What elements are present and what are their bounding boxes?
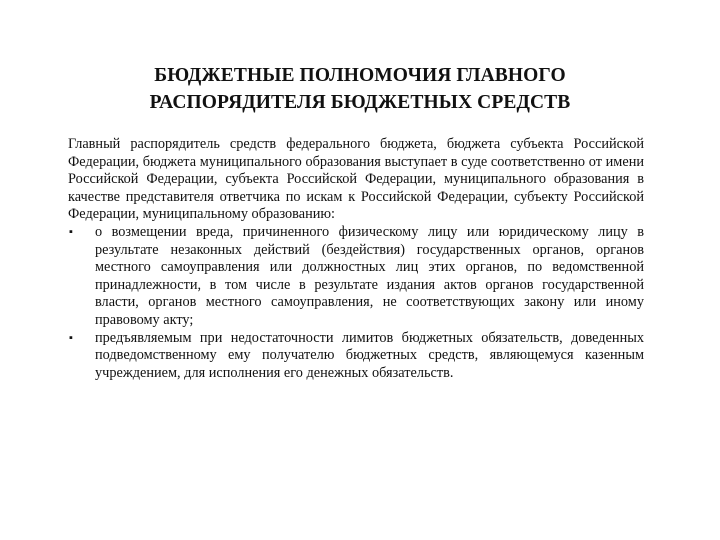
bullet-text-limits: предъявляемым при недостаточности лимитов бюджетных обязательств, доведенных подведомственному ему получателю бюджетных средств, являющемуся казенным учреждением, для исполнения его денежных обязательств. xyxy=(95,329,644,381)
slide-title-line-1: БЮДЖЕТНЫЕ ПОЛНОМОЧИЯ ГЛАВНОГО xyxy=(154,65,566,86)
bullet-list xyxy=(68,224,644,382)
slide-body xyxy=(68,136,644,382)
bullet-item-limits xyxy=(68,330,644,383)
square-bullet-icon: ▪ xyxy=(69,225,73,238)
slide-title-line-2: РАСПОРЯДИТЕЛЯ БЮДЖЕТНЫХ СРЕДСТВ xyxy=(149,92,571,113)
square-bullet-icon: ▪ xyxy=(69,331,73,344)
intro-paragraph: Главный распорядитель средств федерального бюджета, бюджета субъекта Российской Федерации, бюджета муниципального образования выступает в суде соответственно от имени Российской Федерации, субъекта Российской Федерации, муниципального образования в качестве представителя ответчика по искам к Российской Федерации, субъекту Российской Федерации, муниципальному образованию: xyxy=(68,136,644,223)
bullet-text-damages: о возмещении вреда, причиненного физическому лицу или юридическому лицу в результате незаконных действий (бездействия) государственных органов, органов местного самоуправления или должностных лиц этих органов, по ведомственной принадлежности, в том числе в результате издания актов органов государственной власти, органов местного самоуправления, не соответствующих закону или иному правовому акту; xyxy=(95,223,644,328)
bullet-item-damages xyxy=(68,224,644,330)
slide-title xyxy=(60,62,660,116)
